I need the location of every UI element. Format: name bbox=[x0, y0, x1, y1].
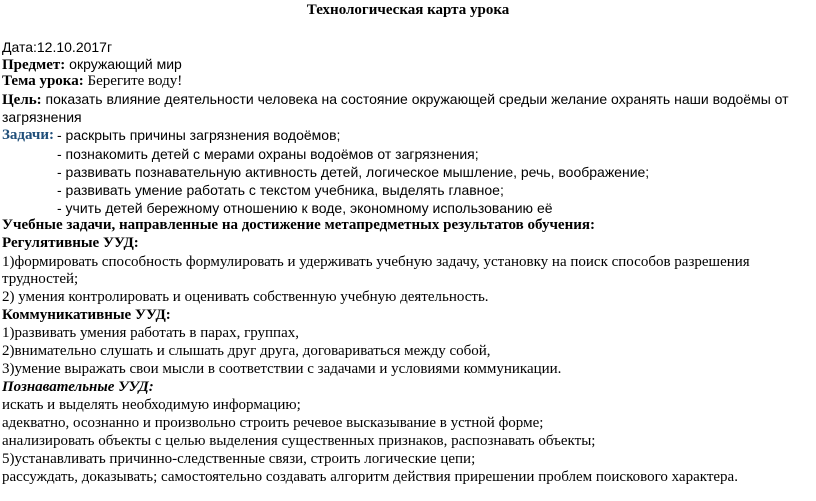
communicative-line: 3)умение выражать свои мысли в соответствии с задачами и условиями коммуникации. bbox=[2, 361, 562, 377]
date-line bbox=[2, 38, 112, 56]
topic-label: Тема урока: bbox=[2, 73, 84, 89]
date-label: Дата: bbox=[2, 39, 37, 55]
communicative-heading: Коммуникативные УУД: bbox=[2, 307, 171, 323]
cognitive-line: анализировать объекты с целью выделения существенных признаков, распознавать объекты; bbox=[2, 433, 596, 449]
task-item: - развивать умение работать с текстом учебника, выделять главное; bbox=[57, 182, 504, 198]
tasks-label: Задачи: bbox=[2, 127, 55, 143]
topic-line bbox=[2, 72, 182, 90]
goal-label: Цель: bbox=[2, 92, 42, 108]
cognitive-line: рассуждать, доказывать; самостоятельно создавать алгоритм действия прирешении проблем поискового характера. bbox=[2, 469, 738, 485]
regulative-heading: Регулятивные УУД: bbox=[2, 235, 139, 251]
learning-tasks-heading: Учебные задачи, направленные на достижение метапредметных результатов обучения: bbox=[2, 217, 595, 233]
task-item: - учить детей бережному отношению к воде, экономному использованию её bbox=[57, 200, 553, 216]
cognitive-line: 5)устанавливать причинно-следственные связи, строить логические цепи; bbox=[2, 451, 476, 467]
task-item: - развивать познавательную активность детей, логическое мышление, речь, воображение; bbox=[57, 164, 650, 180]
date-value: 12.10.2017г bbox=[36, 39, 113, 55]
task-item: - раскрыть причины загрязнения водоёмов; bbox=[57, 127, 341, 143]
regulative-line: 2) умения контролировать и оценивать собственную учебную деятельность. bbox=[2, 289, 489, 305]
cognitive-heading: Познавательные УУД: bbox=[2, 379, 154, 395]
cognitive-line: адекватно, осознанно и произвольно строить речевое высказывание в устной форме; bbox=[2, 415, 544, 431]
topic-value: Берегите воду! bbox=[83, 73, 183, 89]
communicative-line: 2)внимательно слушать и слышать друг друга, договариваться между собой, bbox=[2, 343, 491, 359]
regulative-line: трудностей; bbox=[2, 271, 79, 287]
communicative-line: 1)развивать умения работать в парах, группах, bbox=[2, 325, 299, 341]
cognitive-line: искать и выделять необходимую информацию; bbox=[2, 397, 301, 413]
task-item: - познакомить детей с мерами охраны водоёмов от загрязнения; bbox=[57, 146, 479, 162]
subject-value: окружающий мир bbox=[65, 56, 182, 72]
subject-label: Предмет: bbox=[2, 57, 66, 73]
regulative-line: 1)формировать способность формулировать и удерживать учебную задачу, установку на поиск способов разрешения bbox=[2, 254, 750, 270]
goal-text-continued: загрязнения bbox=[2, 109, 82, 125]
goal-text: показать влияние деятельности человека на состояние окружающей средыи желание охранять наши водоёмы от bbox=[41, 91, 789, 107]
page-title: Технологическая карта урока bbox=[306, 2, 510, 18]
goal-line bbox=[2, 90, 789, 109]
